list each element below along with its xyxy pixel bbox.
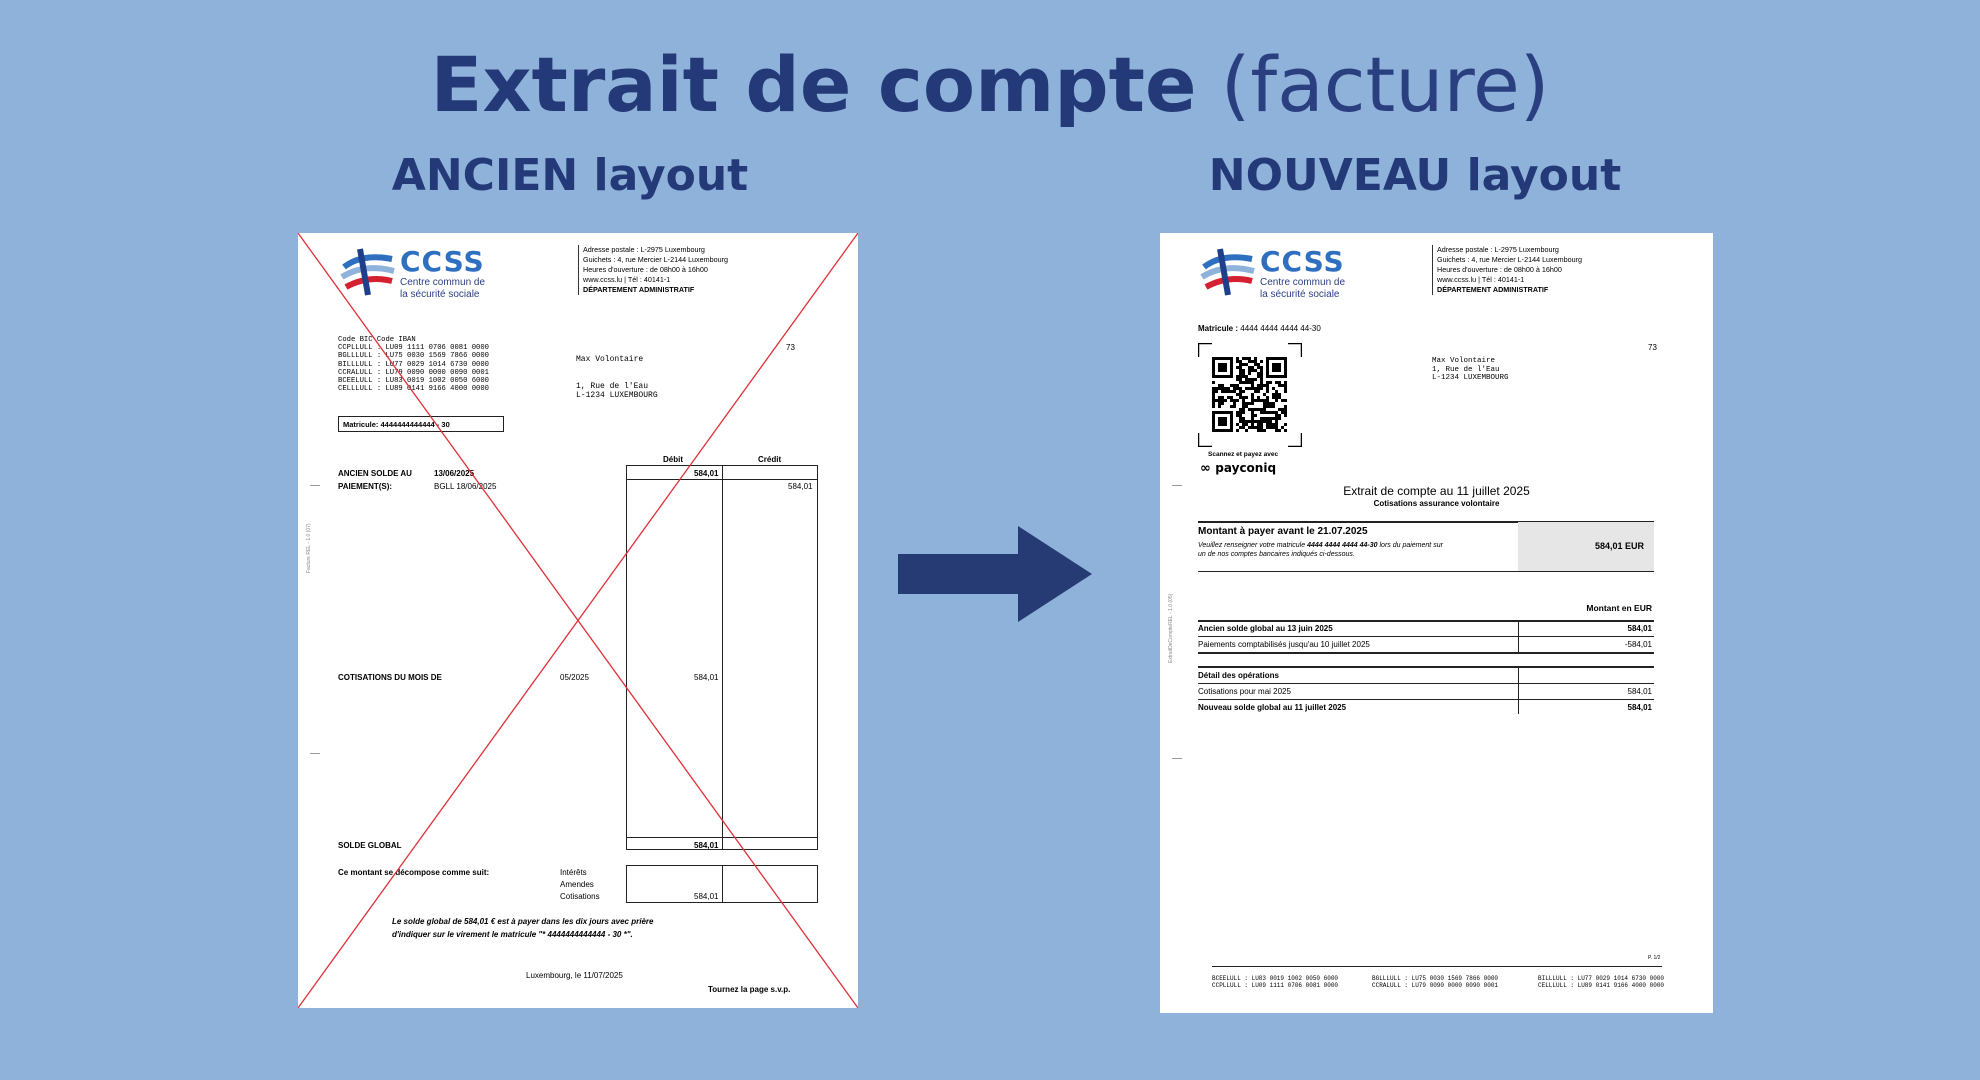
bank-row: BGLLLULL : LU75 0030 1569 7866 0000 (338, 352, 489, 361)
row-value: 584,01 (1627, 687, 1652, 696)
payment-note-1: Le solde global de 584,01 € est à payer dans les dix jours avec prière (392, 917, 654, 926)
bank-row: CCPLLULL : LU09 1111 0706 0081 0000 (338, 344, 489, 353)
paiement-ref: BGLL 18/06/2025 (434, 482, 497, 491)
matricule-value: 4444 4444 4444 44-30 (1240, 324, 1321, 333)
old-side-ref: Facture REL - 1.0 (07) (306, 523, 312, 573)
due-bottom-line (1198, 571, 1654, 572)
recipient-street: 1, Rue de l'Eau (576, 382, 649, 391)
due-note-c: lors du paiement sur (1377, 542, 1443, 549)
payconiq-wordmark: payconiq (1215, 461, 1277, 475)
title-bold: Extrait de compte (430, 40, 1197, 129)
footer-line (1212, 966, 1662, 967)
address-line: Heures d'ouverture : de 08h00 à 16h00 (583, 265, 708, 274)
table-line (1198, 636, 1654, 637)
amendes-label: Amendes (560, 880, 594, 889)
table-line (1198, 620, 1654, 622)
ccss-sub1: Centre commun de (1260, 277, 1346, 288)
bank-row: CELLLULL : LU89 0141 9166 4000 0000 (338, 385, 489, 394)
left-heading: ANCIEN layout (391, 150, 749, 201)
page-number: P. 1/2 (1648, 955, 1661, 961)
ccss-emblem-icon (1198, 245, 1256, 297)
footer-bank-col (1372, 975, 1498, 989)
row-value: 584,01 (1627, 703, 1652, 712)
address-line: www.ccss.lu | Tél : 40141-1 (583, 275, 671, 284)
address-line: Heures d'ouverture : de 08h00 à 16h00 (1437, 265, 1562, 274)
crossed-out-mark (298, 233, 858, 1008)
row-value: 584,01 (1627, 624, 1652, 633)
matricule-label: Matricule : (1198, 324, 1239, 333)
solde-global-value: 584,01 (694, 841, 719, 850)
address-line: www.ccss.lu | Tél : 40141-1 (1437, 275, 1525, 284)
footer-bank: CCRALULL : LU79 0090 0000 0090 0001 (1372, 982, 1499, 989)
right-heading: NOUVEAU layout (1208, 150, 1622, 201)
footer-bank: BILLLULL : LU77 0029 1014 6730 0000 (1538, 975, 1665, 982)
payment-note-2: d'indiquer sur le virement le matricule "* 4444444444444 - 30 *". (392, 930, 633, 939)
due-note (1198, 542, 1443, 549)
matricule-box: Matricule: 4444444444444 - 30 (338, 416, 504, 432)
cotisations-value: 584,01 (694, 673, 719, 682)
montant-eur-header: Montant en EUR (1586, 603, 1652, 613)
row-label: Paiements comptabilisés jusqu'au 10 juillet 2025 (1198, 640, 1370, 649)
recipient-city: L-1234 LUXEMBOURG (576, 391, 658, 400)
qr-code-icon[interactable] (1198, 343, 1302, 447)
bank-row: BILLLULL : LU77 0029 1014 6730 0000 (338, 360, 489, 369)
bank-row: CCRALULL : LU79 0090 0000 0090 0001 (338, 368, 489, 377)
bank-header: Code BIC Code IBAN (338, 336, 416, 344)
address-line: Adresse postale : L-2975 Luxembourg (583, 245, 705, 254)
address-line: Adresse postale : L-2975 Luxembourg (1437, 245, 1559, 254)
footer-bank: CCPLLULL : LU09 1111 0706 0081 0000 (1212, 982, 1339, 989)
ancien-solde-value: 584,01 (694, 469, 719, 478)
due-note-d: un de nos comptes bancaires indiqués ci-dessous. (1198, 551, 1355, 558)
address-line: Guichets : 4, rue Mercier L-2144 Luxembourg (1437, 255, 1583, 264)
row-label: Ancien solde global au 13 juin 2025 (1198, 624, 1333, 633)
recipient-name: Max Volontaire (1432, 357, 1496, 365)
address-line: Guichets : 4, rue Mercier L-2144 Luxembourg (583, 255, 729, 264)
due-label: Montant à payer avant le 21.07.2025 (1198, 526, 1368, 537)
cotisations-sub-label: Cotisations (560, 892, 600, 901)
qr-caption: Scannez et payez avec (1208, 451, 1279, 458)
credit-header: Crédit (758, 455, 782, 464)
matricule-line (1198, 324, 1321, 333)
table-line (1198, 652, 1654, 654)
paiements-label: PAIEMENT(S): (338, 482, 393, 491)
address-line: DÉPARTEMENT ADMINISTRATIF (583, 285, 695, 294)
address-block (1432, 245, 1582, 295)
main-title (0, 40, 1980, 129)
row-label: Nouveau solde global au 11 juillet 2025 (1198, 703, 1347, 712)
footer-bank: CELLLULL : LU89 0141 9166 4000 0000 (1538, 982, 1665, 989)
debit-header: Débit (663, 455, 683, 464)
cotisations-sub-value: 584,01 (694, 892, 719, 901)
title-light: (facture) (1220, 40, 1550, 129)
statement-subtitle: Cotisations assurance volontaire (1373, 499, 1500, 508)
recipient-code: 73 (786, 343, 795, 352)
arrow-right-icon (898, 526, 1094, 622)
recipient-address (1432, 357, 1509, 383)
row-value: -584,01 (1624, 640, 1652, 649)
due-amount: 584,01 EUR (1594, 541, 1644, 551)
cotisations-label: COTISATIONS DU MOIS DE (338, 673, 442, 682)
ccss-wordmark: CCSS (1260, 245, 1345, 278)
recipient-code: 73 (1648, 343, 1657, 352)
row-label: Cotisations pour mai 2025 (1198, 687, 1291, 696)
footer-bank: BGLLLULL : LU75 0030 1569 7866 0000 (1372, 975, 1499, 982)
footer-bank-col (1212, 975, 1338, 989)
table-divider (1518, 666, 1519, 714)
paiement-value: 584,01 (788, 482, 813, 491)
ccss-sub2: la sécurité sociale (1260, 289, 1340, 300)
interets-label: Intérêts (560, 868, 587, 877)
recipient-city: L-1234 LUXEMBOURG (1432, 374, 1509, 382)
place-date: Luxembourg, le 11/07/2025 (526, 971, 623, 980)
old-layout-page (298, 233, 858, 1008)
due-note-matricule: 4444 4444 4444 44-30 (1307, 542, 1378, 549)
row-label: Détail des opérations (1198, 671, 1279, 680)
bank-row: BCEELULL : LU83 0019 1002 0050 6000 (338, 377, 489, 386)
fold-mark (1172, 485, 1182, 486)
table-divider (1518, 620, 1519, 652)
statement-title: Extrait de compte au 11 juillet 2025 (1343, 484, 1530, 498)
ccss-sub2: la sécurité sociale (400, 289, 480, 300)
fold-mark (1172, 758, 1182, 759)
ccss-sub1: Centre commun de (400, 277, 486, 288)
turn-page: Tournez la page s.v.p. (708, 985, 791, 994)
table-line (1198, 699, 1654, 700)
ccss-wordmark: CCSS (400, 245, 485, 278)
solde-global-label: SOLDE GLOBAL (338, 841, 402, 850)
ancien-solde-date: 13/06/2025 (434, 469, 475, 478)
payconiq-icon: ∞ (1200, 461, 1211, 476)
table-line (1198, 683, 1654, 684)
payconiq-logo (1200, 459, 1276, 477)
new-layout-page (1160, 233, 1713, 1013)
recipient-name: Max Volontaire (576, 355, 644, 364)
new-side-ref: ExtraitDeCompteREL - 1.0 (05) (1168, 593, 1174, 663)
cotisations-month: 05/2025 (560, 673, 589, 682)
due-note-a: Veuillez renseigner votre matricule (1198, 542, 1308, 549)
address-line: DÉPARTEMENT ADMINISTRATIF (1437, 285, 1549, 294)
recipient-street: 1, Rue de l'Eau (1432, 365, 1500, 374)
table-line (1198, 666, 1654, 668)
footer-bank-col (1538, 975, 1664, 989)
footer-bank: BCEELULL : LU83 0019 1002 0050 6000 (1212, 975, 1339, 982)
decompose-label: Ce montant se décompose comme suit: (338, 868, 490, 877)
ancien-solde-label: ANCIEN SOLDE AU (338, 469, 412, 478)
